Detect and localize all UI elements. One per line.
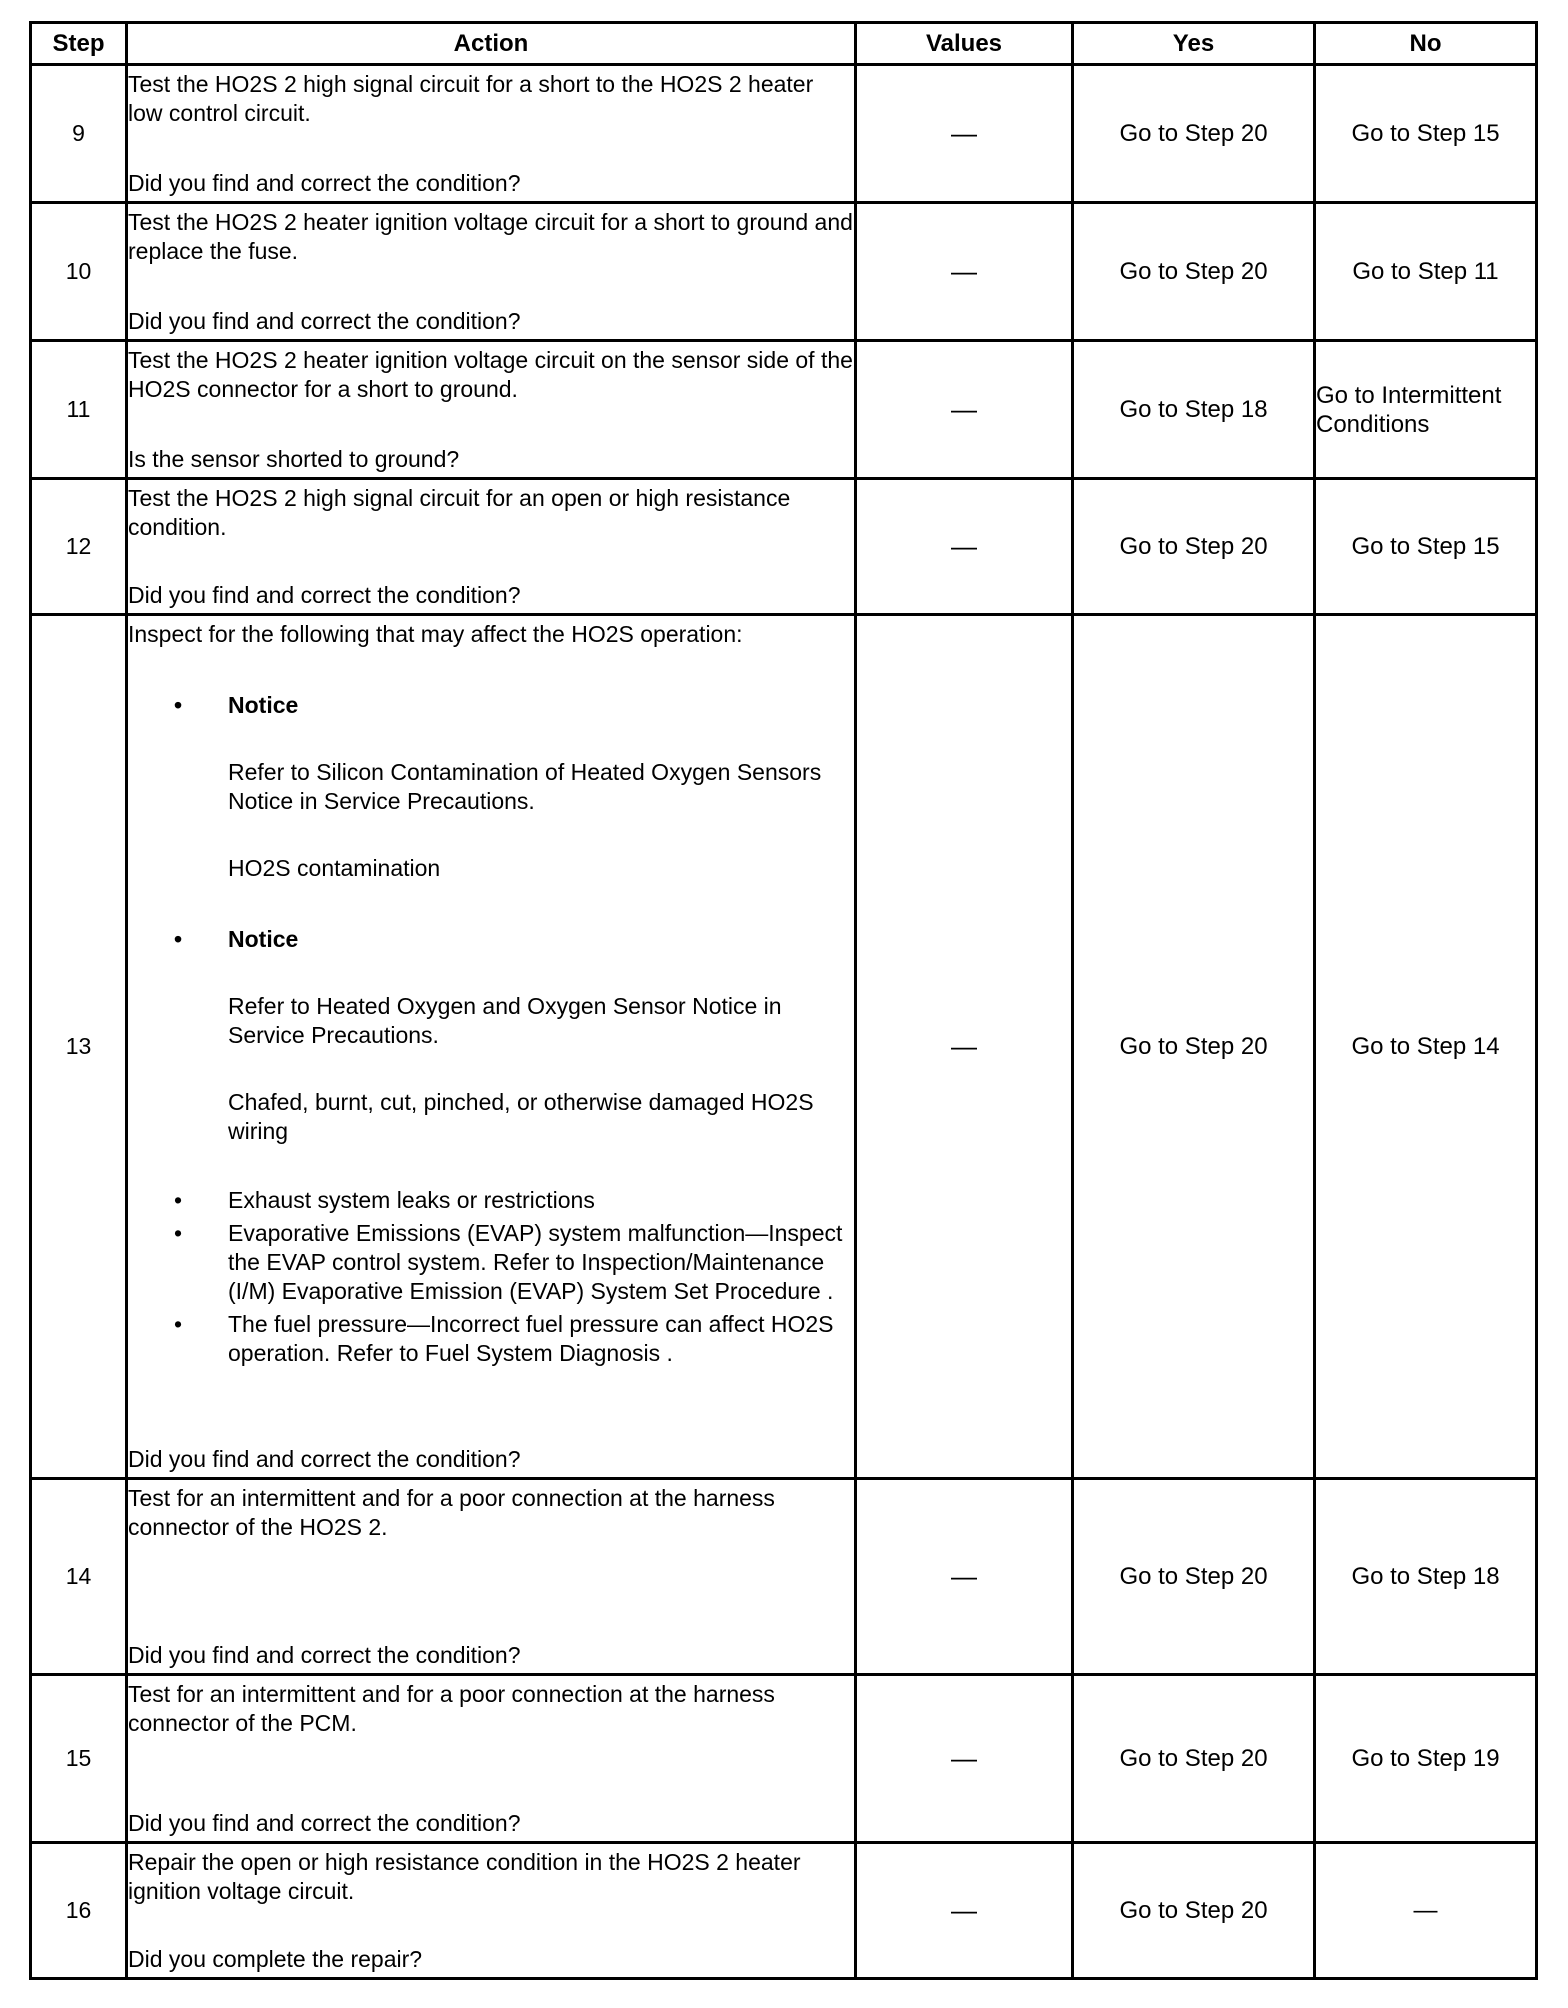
values-cell: — <box>856 615 1073 1479</box>
header-yes: Yes <box>1073 23 1315 65</box>
action-cell <box>127 1675 856 1843</box>
action-cell <box>127 615 856 1479</box>
header-action: Action <box>127 23 856 65</box>
table-row-step-16 <box>31 1843 1537 1979</box>
diagnostic-table <box>29 21 1538 1980</box>
header-row <box>31 23 1537 65</box>
values-cell: — <box>856 1479 1073 1675</box>
table-row-step-12 <box>31 479 1537 615</box>
notice-item: Chafed, burnt, cut, pinched, or otherwise damaged HO2S wiring <box>228 1088 814 1144</box>
action-question: Did you complete the repair? <box>128 1945 423 1972</box>
notice-text: Refer to Silicon Contamination of Heated Oxygen Sensors Notice in Service Precautions. <box>228 758 822 814</box>
table-row-step-13 <box>31 615 1537 1479</box>
values-cell: — <box>856 341 1073 479</box>
step-number: 16 <box>31 1843 127 1979</box>
action-text: Test for an intermittent and for a poor connection at the harness connector of the HO2S 2. <box>128 1484 775 1540</box>
table-row-step-11 <box>31 341 1537 479</box>
step-number: 15 <box>31 1675 127 1843</box>
yes-cell: Go to Step 20 <box>1073 65 1315 203</box>
list-item: • Exhaust system leaks or restrictions <box>128 1186 854 1215</box>
yes-cell: Go to Step 20 <box>1073 479 1315 615</box>
action-cell <box>127 1479 856 1675</box>
action-question: Did you find and correct the condition? <box>128 307 521 334</box>
notice-title: • Notice <box>128 691 854 720</box>
no-cell: — <box>1315 1843 1537 1979</box>
table-row-step-10 <box>31 203 1537 341</box>
list-item: • Evaporative Emissions (EVAP) system malfunction—Inspect the EVAP control system. Refer to Inspection/Maintenance (I/M) Evaporative Emission (EVAP) System Set Procedure . <box>128 1219 854 1306</box>
no-cell: Go to Step 15 <box>1315 65 1537 203</box>
action-cell <box>127 65 856 203</box>
no-cell: Go to Step 15 <box>1315 479 1537 615</box>
step-number: 11 <box>31 341 127 479</box>
values-cell: — <box>856 1675 1073 1843</box>
list-item: • The fuel pressure—Incorrect fuel pressure can affect HO2S operation. Refer to Fuel System Diagnosis . <box>128 1310 854 1368</box>
header-step: Step <box>31 23 127 65</box>
step-number: 9 <box>31 65 127 203</box>
no-cell: Go to Step 11 <box>1315 203 1537 341</box>
no-cell: Go to Step 18 <box>1315 1479 1537 1675</box>
action-question: Did you find and correct the condition? <box>128 581 521 608</box>
action-cell <box>127 1843 856 1979</box>
action-text: Test for an intermittent and for a poor connection at the harness connector of the PCM. <box>128 1680 775 1736</box>
yes-cell: Go to Step 18 <box>1073 341 1315 479</box>
yes-cell: Go to Step 20 <box>1073 615 1315 1479</box>
action-intro: Inspect for the following that may affect the HO2S operation: <box>128 620 743 647</box>
yes-cell: Go to Step 20 <box>1073 1479 1315 1675</box>
no-cell: Go to Intermittent Conditions <box>1315 341 1537 479</box>
yes-cell: Go to Step 20 <box>1073 203 1315 341</box>
notice-text: Refer to Heated Oxygen and Oxygen Sensor Notice in Service Precautions. <box>228 992 782 1048</box>
action-cell <box>127 479 856 615</box>
action-question: Did you find and correct the condition? <box>128 1809 521 1836</box>
step-number: 10 <box>31 203 127 341</box>
values-cell: — <box>856 65 1073 203</box>
values-cell: — <box>856 1843 1073 1979</box>
values-cell: — <box>856 203 1073 341</box>
table-row-step-9 <box>31 65 1537 203</box>
notice-item: HO2S contamination <box>228 854 441 881</box>
table-row-step-14 <box>31 1479 1537 1675</box>
step-number: 12 <box>31 479 127 615</box>
values-cell: — <box>856 479 1073 615</box>
header-values: Values <box>856 23 1073 65</box>
action-text: Repair the open or high resistance condition in the HO2S 2 heater ignition voltage circuit. <box>128 1848 801 1904</box>
no-cell: Go to Step 14 <box>1315 615 1537 1479</box>
no-cell: Go to Step 19 <box>1315 1675 1537 1843</box>
action-question: Did you find and correct the condition? <box>128 169 521 196</box>
action-text: Test the HO2S 2 high signal circuit for a short to the HO2S 2 heater low control circuit. <box>128 70 814 126</box>
yes-cell: Go to Step 20 <box>1073 1675 1315 1843</box>
step-number: 14 <box>31 1479 127 1675</box>
action-question: Did you find and correct the condition? <box>128 1445 521 1472</box>
step-number: 13 <box>31 615 127 1479</box>
table-row-step-15 <box>31 1675 1537 1843</box>
action-cell <box>127 203 856 341</box>
header-no: No <box>1315 23 1537 65</box>
yes-cell: Go to Step 20 <box>1073 1843 1315 1979</box>
action-text: Test the HO2S 2 heater ignition voltage circuit for a short to ground and replace the fuse. <box>128 208 853 264</box>
action-question: Is the sensor shorted to ground? <box>128 445 460 472</box>
action-cell <box>127 341 856 479</box>
action-text: Test the HO2S 2 high signal circuit for an open or high resistance condition. <box>128 484 791 540</box>
action-text: Test the HO2S 2 heater ignition voltage circuit on the sensor side of the HO2S connector for a short to ground. <box>128 346 853 402</box>
notice-title: • Notice <box>128 925 854 954</box>
action-question: Did you find and correct the condition? <box>128 1641 521 1668</box>
